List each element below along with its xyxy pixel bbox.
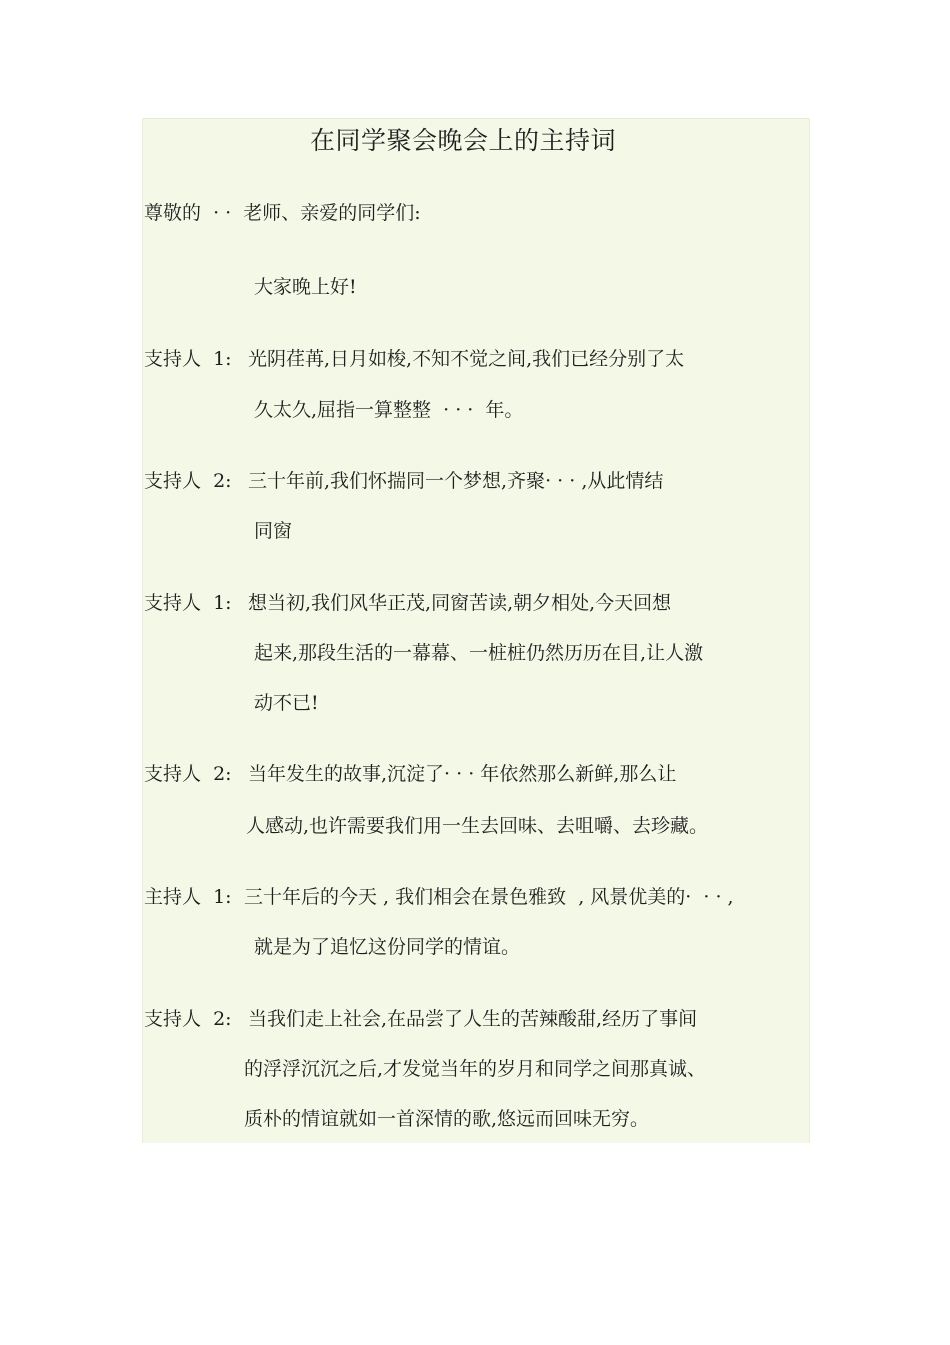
speech-line: 久太久,屈指一算整整 · · · 年。 xyxy=(254,399,524,421)
speech-line: 就是为了追忆这份同学的情谊。 xyxy=(254,936,521,958)
speech-line: 当我们走上社会,在品尝了人生的苦辣酸甜,经历了事间 xyxy=(248,1008,698,1030)
speaker-label: 支持人 1: xyxy=(144,348,232,370)
speech-line: 当年发生的故事,沉淀了· · · 年依然那么新鲜,那么让 xyxy=(248,763,677,785)
speech-line: 三十年后的今天 , 我们相会在景色雅致 , 风景优美的· · · , xyxy=(244,886,734,908)
welcome-line: 大家晚上好! xyxy=(254,276,357,298)
speech-line: 同窗 xyxy=(254,520,293,542)
speech-line: 三十年前,我们怀揣同一个梦想,齐聚· · · ,从此情结 xyxy=(248,470,664,492)
speaker-label: 支持人 2: xyxy=(144,1008,232,1030)
document-page xyxy=(142,118,810,1143)
speaker-label: 支持人 2: xyxy=(144,763,232,785)
speaker-label: 主持人 1: xyxy=(144,886,232,908)
speech-line: 起来,那段生活的一幕幕、一桩桩仍然历历在目,让人激 xyxy=(254,642,704,664)
speech-line: 光阴荏苒,日月如梭,不知不觉之间,我们已经分别了太 xyxy=(248,348,685,370)
speech-line: 想当初,我们风华正茂,同窗苦读,朝夕相处,今天回想 xyxy=(248,592,672,614)
speaker-label: 支持人 2: xyxy=(144,470,232,492)
speech-line: 的浮浮沉沉之后,才发觉当年的岁月和同学之间那真诚、 xyxy=(244,1058,707,1080)
speech-line: 动不已! xyxy=(254,692,319,714)
greeting-line: 尊敬的 · · 老师、亲爱的同学们: xyxy=(144,202,421,224)
document-title: 在同学聚会晚会上的主持词 xyxy=(309,126,616,155)
speaker-label: 支持人 1: xyxy=(144,592,232,614)
speech-line: 质朴的情谊就如一首深情的歌,悠远而回味无穷。 xyxy=(244,1108,650,1130)
speech-line: 人感动,也许需要我们用一生去回味、去咀嚼、去珍藏。 xyxy=(246,815,709,837)
